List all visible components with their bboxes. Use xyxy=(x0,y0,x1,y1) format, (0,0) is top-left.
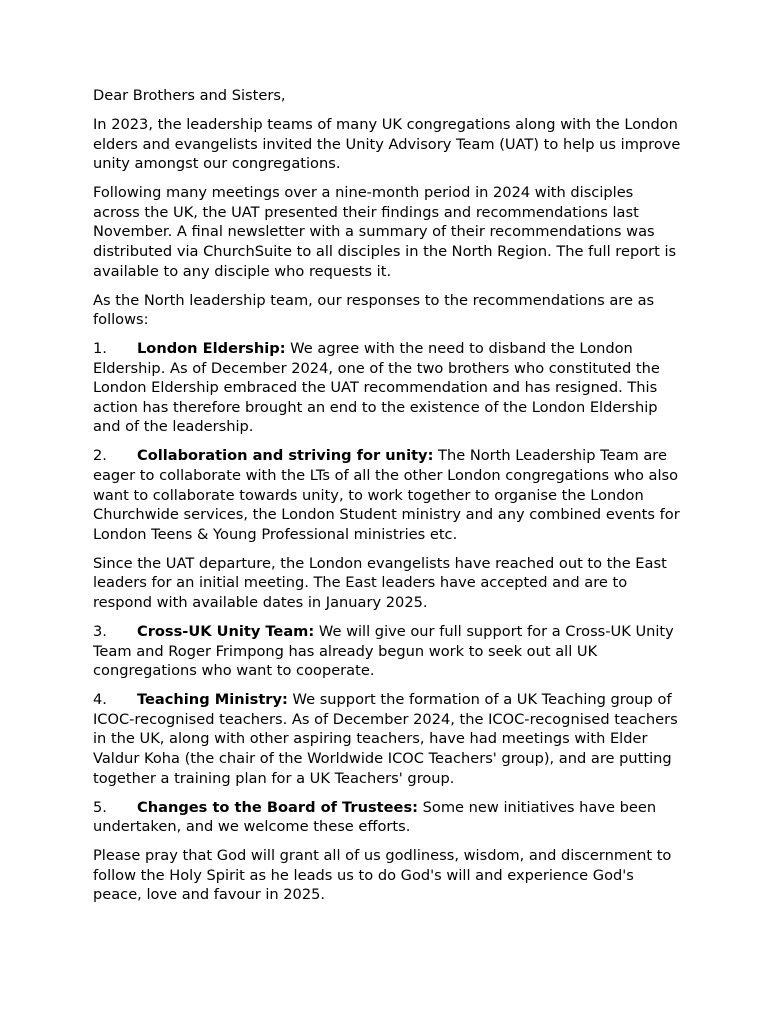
item-number: 1. xyxy=(93,340,107,358)
item-body: Some new initiatives have been undertaken, and we welcome these efforts. xyxy=(93,798,657,836)
item-title: London Eldership: xyxy=(137,340,286,358)
item-number: 4. xyxy=(93,691,107,709)
item-number: 5. xyxy=(93,798,107,816)
list-item xyxy=(93,690,683,788)
list-item xyxy=(93,622,683,681)
closing-paragraph: Please pray that God will grant all of us godliness, wisdom, and discernment to follow the Holy Spirit as he leads us to do God's will and experience God's peace, love and favour in 2025. xyxy=(93,847,672,904)
list-item xyxy=(93,339,683,437)
intro-paragraph: As the North leadership team, our responses to the recommendations are as follows: xyxy=(93,291,655,329)
list-item xyxy=(93,446,683,544)
intro-paragraph: In 2023, the leadership teams of many UK congregations along with the London elders and evangelists invited the Unity Advisory Team (UAT) to help us improve unity amongst our congregations. xyxy=(93,115,681,173)
letter-body xyxy=(93,86,683,914)
item-body: We support the formation of a UK Teaching group of ICOC-recognised teachers. As of December 2024, the ICOC-recognised teachers in the UK, along with other aspiring teachers, have had meetings with Elder Valdur Koha (the chair of the Worldwide ICOC Teachers' group), and are putting together a training plan for a UK Teachers' group. xyxy=(93,691,678,787)
item-title: Collaboration and striving for unity: xyxy=(137,447,434,465)
item-title: Cross-UK Unity Team: xyxy=(137,622,315,640)
item-body: The North Leadership Team are eager to collaborate with the LTs of all the other London congregations who also want to collaborate towards unity, to work together to organise the London Churchwide services, the London Student ministry and any combined events for London Teens & Young Professional ministries etc. xyxy=(93,447,680,543)
item-title: Changes to the Board of Trustees: xyxy=(137,798,418,816)
item-number: 3. xyxy=(93,622,107,640)
item-body: We agree with the need to disband the London Eldership. As of December 2024, one of the two brothers who constituted the London Eldership embraced the UAT recommendation and has resigned. This action has therefore brought an end to the existence of the London Eldership and of the leadership. xyxy=(93,340,660,436)
intro-paragraph: Following many meetings over a nine-month period in 2024 with disciples across the UK, the UAT presented their findings and recommendations last November. A final newsletter with a summary of their recommendations was distributed via ChurchSuite to all disciples in the North Region. The full report is available to any disciple who requests it. xyxy=(93,184,677,280)
item-title: Teaching Ministry: xyxy=(137,691,288,709)
salutation: Dear Brothers and Sisters, xyxy=(93,87,286,104)
list-item xyxy=(93,798,683,837)
item-number: 2. xyxy=(93,447,107,465)
followup-paragraph: Since the UAT departure, the London evangelists have reached out to the East leaders for an initial meeting. The East leaders have accepted and are to respond with available dates in January 2025. xyxy=(93,554,667,611)
item-body: We will give our full support for a Cross-UK Unity Team and Roger Frimpong has already begun work to seek out all UK congregations who want to cooperate. xyxy=(93,622,674,680)
